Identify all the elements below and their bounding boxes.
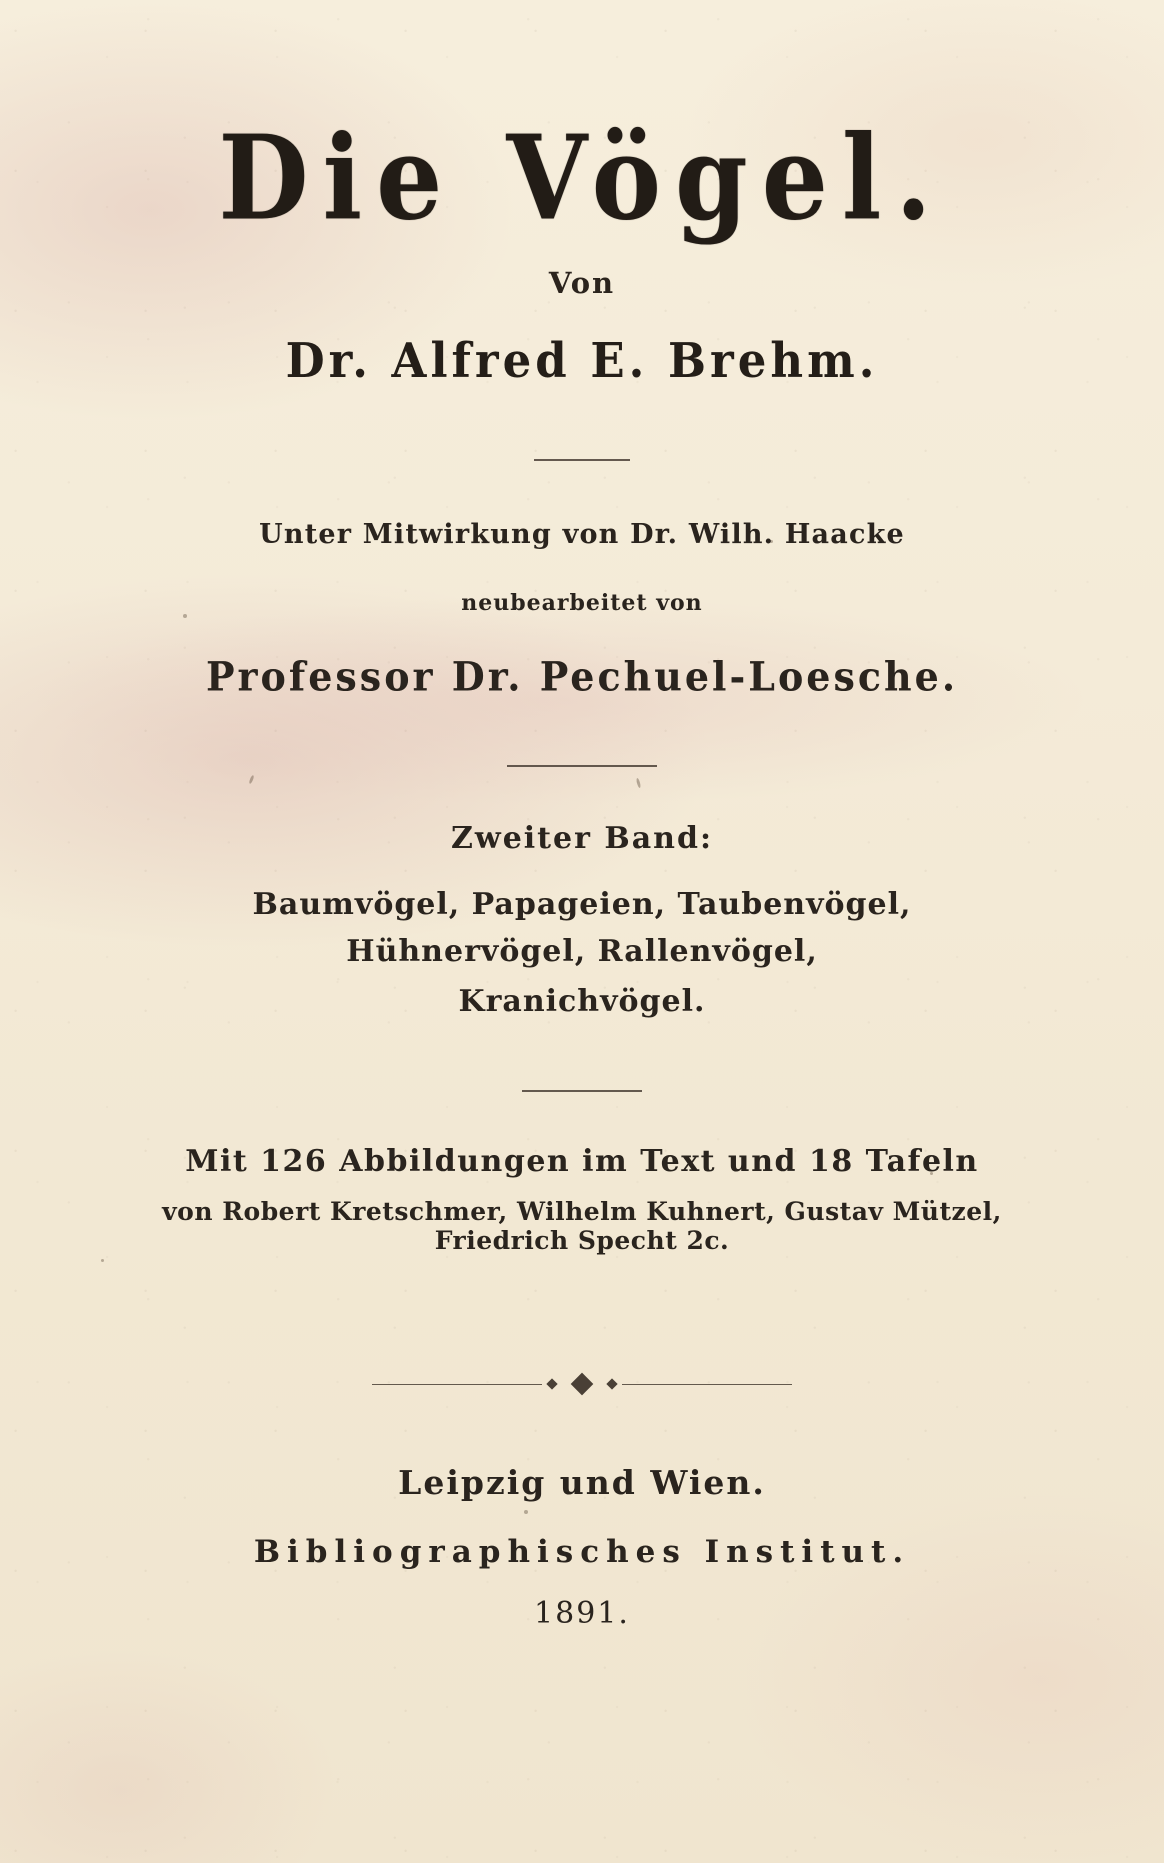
illustration-summary: Mit 126 Abbildungen im Text und 18 Tafeln — [185, 1143, 979, 1179]
author-byline-label: Von — [548, 266, 616, 301]
divider-rule — [507, 765, 657, 767]
volume-label: Zweiter Band: — [450, 821, 714, 857]
imprint-publisher: Bibliographisches Institut. — [253, 1533, 911, 1570]
ornament-bar-right — [622, 1384, 792, 1385]
revised-by-label: neubearbeitet von — [461, 590, 703, 617]
ornament-bar-left — [372, 1384, 542, 1385]
ornament-pip-right — [606, 1379, 617, 1390]
illustration-artists: von Robert Kretschmer, Wilhelm Kuhnert, Gustav Mützel, Friedrich Specht 2c. — [162, 1196, 1002, 1255]
collaborator-line: Unter Mitwirkung von Dr. Wilh. Haacke — [259, 519, 905, 551]
author-name: Dr. Alfred E. Brehm. — [285, 332, 879, 389]
volume-contents-line: Baumvögel, Papageien, Taubenvögel, Hühnervögel, Rallenvögel, — [252, 887, 912, 969]
imprint-city: Leipzig und Wien. — [398, 1462, 766, 1502]
page-title: Die Vögel. — [218, 108, 946, 247]
volume-contents-line: Kranichvögel. — [458, 984, 706, 1020]
reviser-name: Professor Dr. Pechuel-Loesche. — [205, 653, 959, 701]
divider-rule — [534, 459, 630, 461]
diamond-divider-ornament-icon — [372, 1373, 792, 1395]
divider-rule — [522, 1090, 642, 1092]
ornament-pip-left — [546, 1379, 557, 1390]
ornament-diamond — [571, 1372, 594, 1395]
imprint-year: 1891. — [534, 1595, 630, 1631]
